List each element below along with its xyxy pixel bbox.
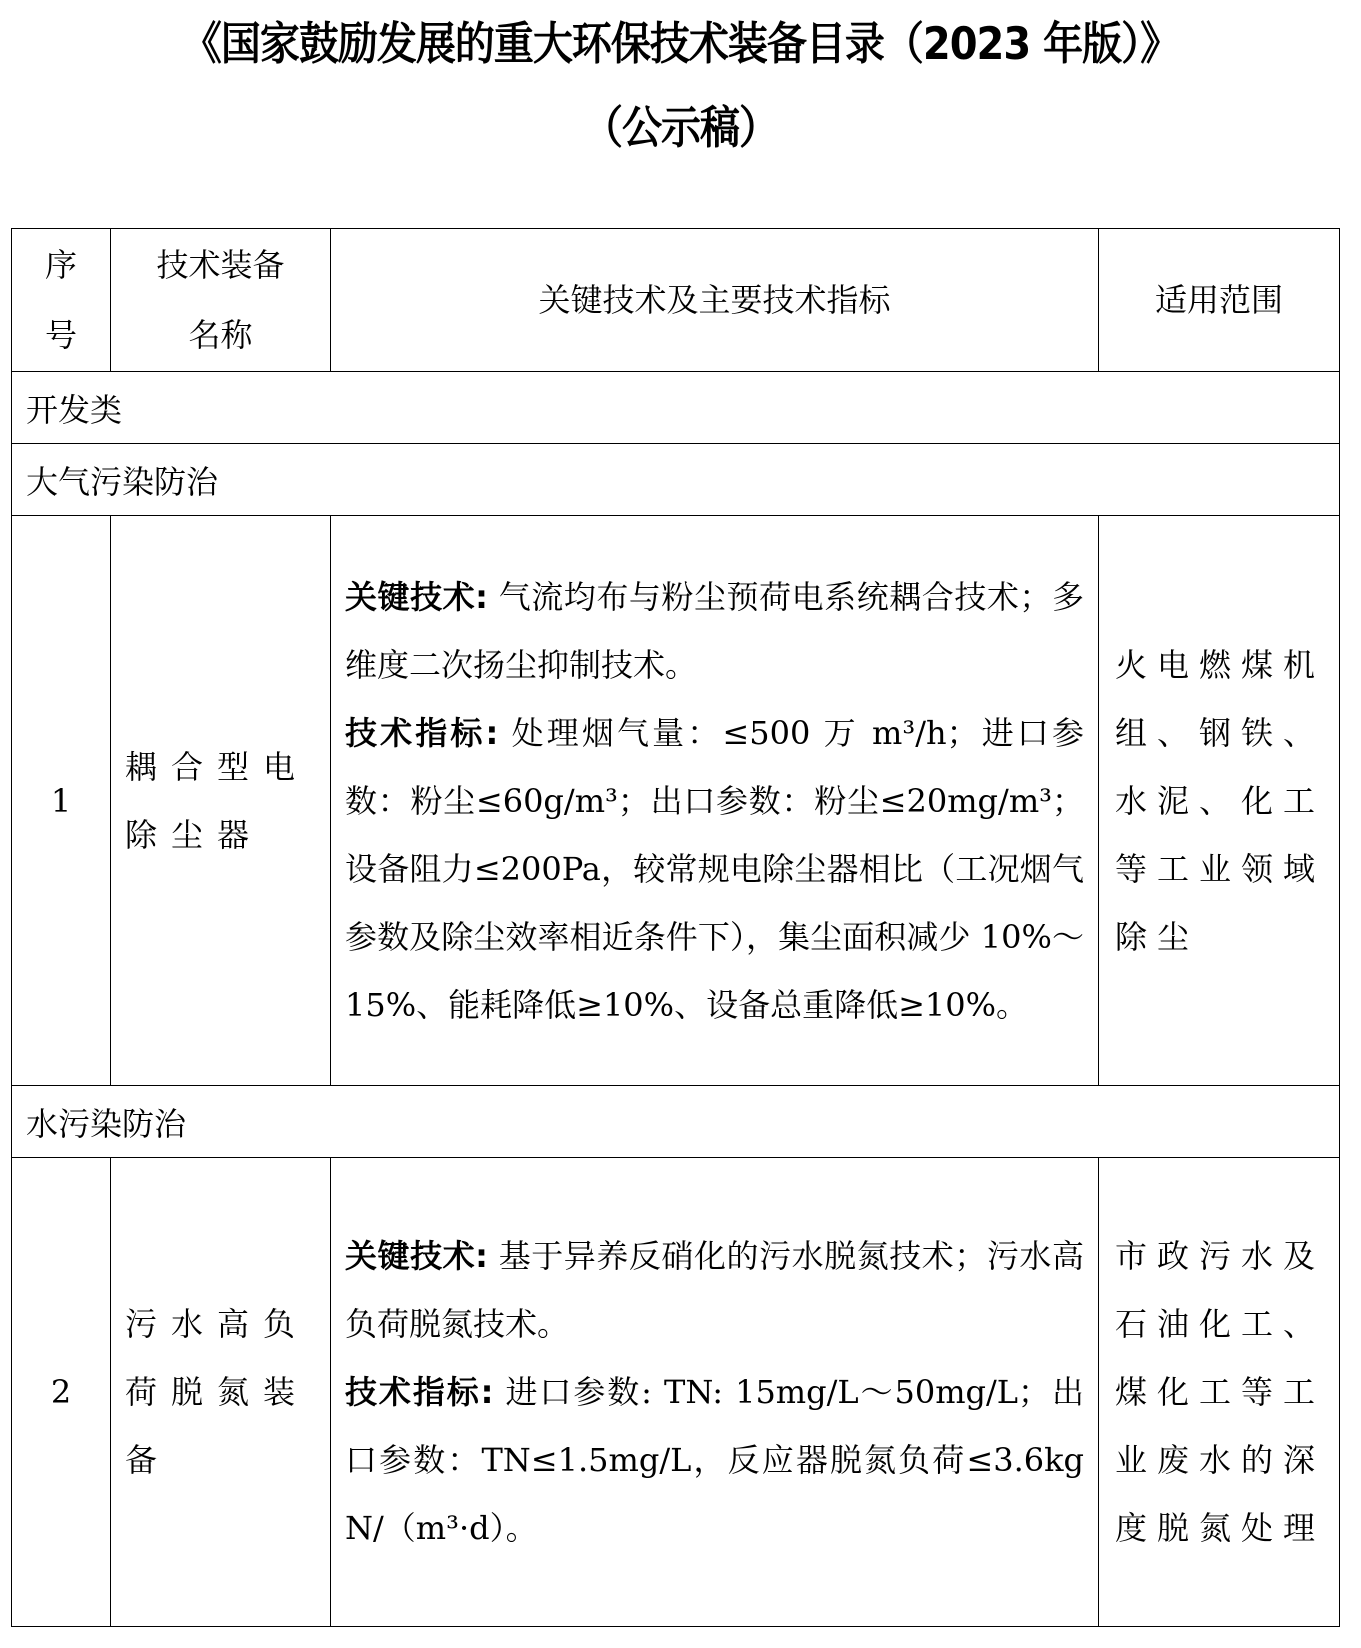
section-row-air — [12, 444, 1340, 516]
category-row — [12, 372, 1340, 444]
row-scope: 市政污水及石油化工、煤化工等工业废水的深度脱氮处理 — [1099, 1158, 1340, 1627]
equipment-catalog-table — [11, 228, 1340, 1627]
row-seq: 2 — [12, 1158, 111, 1627]
row-scope: 火电燃煤机组、钢铁、水泥、化工等工业领域除尘 — [1099, 516, 1340, 1086]
header-equipment-name: 技术装备 名称 — [111, 229, 331, 372]
table-row — [12, 1158, 1340, 1627]
row-equipment-name: 耦合型电除尘器 — [111, 516, 331, 1086]
document-subtitle: （公示稿） — [583, 102, 778, 155]
table-header-row — [12, 229, 1340, 372]
key-tech-paragraph: 关键技术: 气流均布与粉尘预荷电系统耦合技术；多维度二次扬尘抑制技术。 — [345, 577, 1084, 684]
category-label: 开发类 — [12, 372, 1340, 444]
table-row — [12, 516, 1340, 1086]
header-key-tech: 关键技术及主要技术指标 — [331, 229, 1099, 372]
key-tech-paragraph: 关键技术: 基于异养反硝化的污水脱氮技术；污水高负荷脱氮技术。 — [345, 1237, 1084, 1343]
header-scope: 适用范围 — [1099, 229, 1340, 372]
section-label: 水污染防治 — [12, 1086, 1340, 1158]
document-title: 《国家鼓励发展的重大环保技术装备目录（2023 年版）》 — [181, 18, 1180, 71]
row-key-tech — [331, 516, 1099, 1086]
section-row-water — [12, 1086, 1340, 1158]
indicator-paragraph: 技术指标: 处理烟气量：≤500 万 m³/h；进口参数：粉尘≤60g/m³；出口参数：粉尘≤20mg/m³；设备阻力≤200Pa，较常规电除尘器相比（工况烟气参数及除尘效率相近条件下），集尘面积减少 10%～15%、能耗降低≥10%、设备总重降低≥10%。 — [345, 713, 1084, 1024]
section-label: 大气污染防治 — [12, 444, 1340, 516]
indicator-paragraph: 技术指标: 进口参数: TN: 15mg/L～50mg/L；出口参数：TN≤1.5mg/L，反应器脱氮负荷≤3.6kgN/（m³·d）。 — [345, 1373, 1084, 1547]
row-equipment-name: 污水高负荷脱氮装备 — [111, 1158, 331, 1627]
row-seq: 1 — [12, 516, 111, 1086]
row-key-tech — [331, 1158, 1099, 1627]
header-seq: 序 号 — [12, 229, 111, 372]
